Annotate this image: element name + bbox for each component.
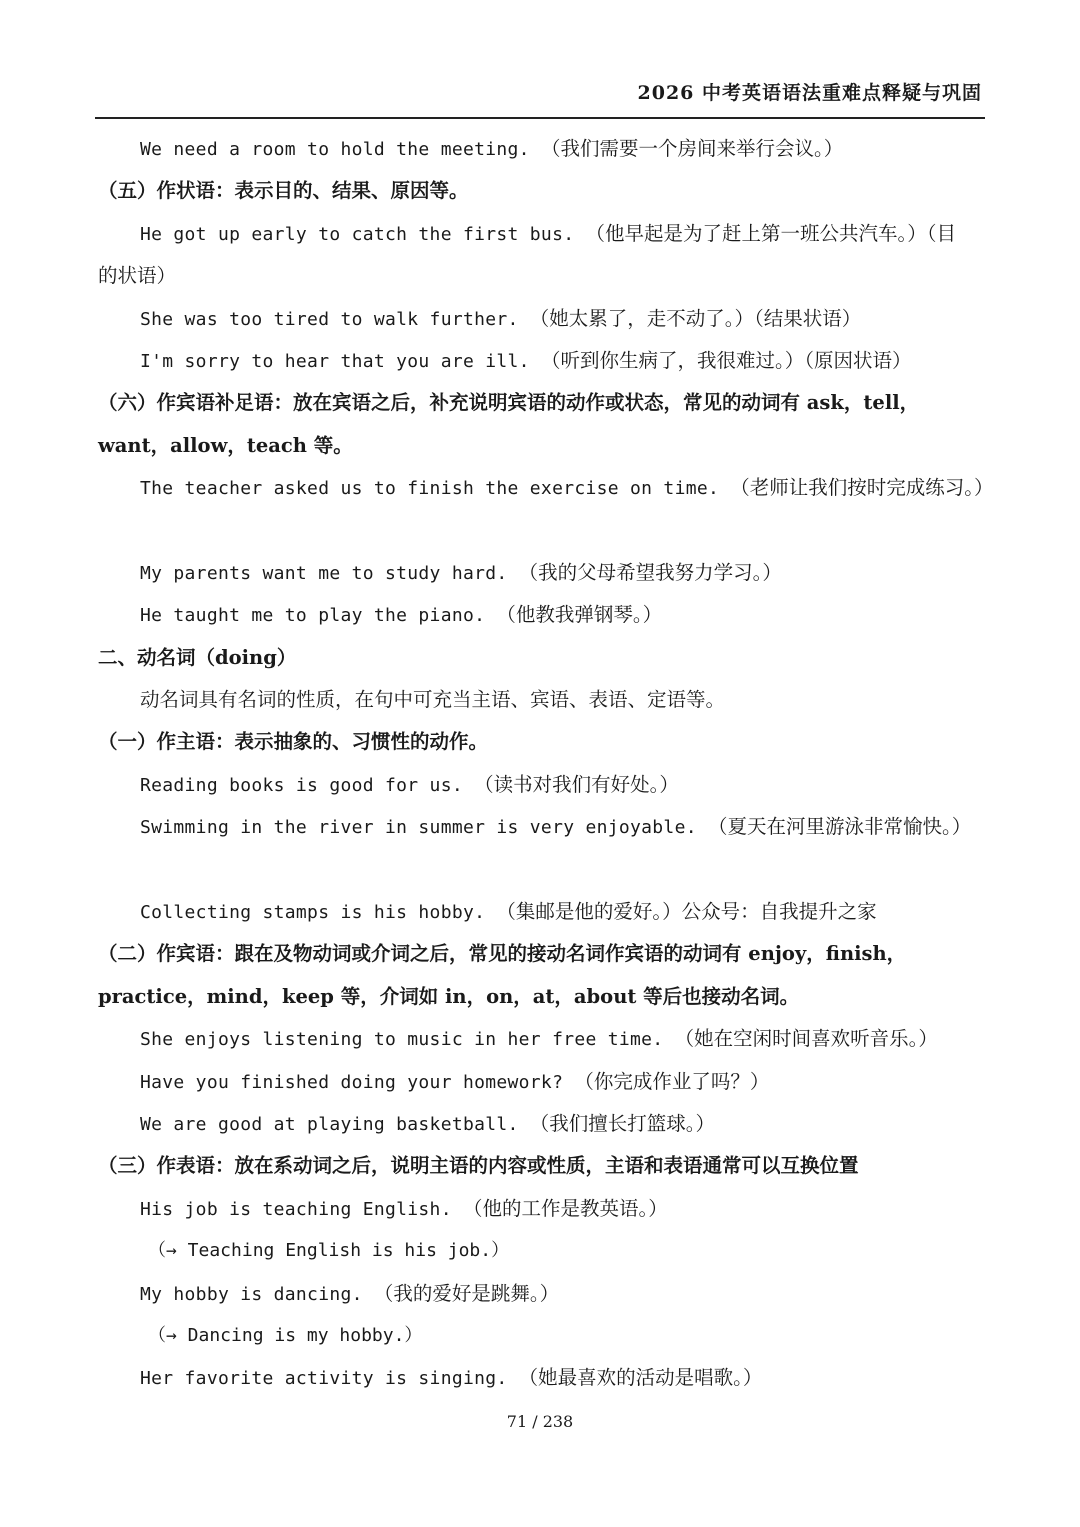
subsection-heading-continuation: want，allow，teach 等。 <box>98 433 353 457</box>
example-english: He got up early to catch the first bus. <box>140 223 575 245</box>
subsection-heading: （二）作宾语：跟在及物动词或介词之后，常见的接动名词作宾语的动词有 enjoy，finish， <box>98 942 907 966</box>
subsection-heading: （六）作宾语补足语：放在宾语之后，补充说明宾语的动作或状态，常见的动词有 ask，tell， <box>98 391 920 415</box>
example-sentence <box>0 806 1080 848</box>
example-sentence <box>0 213 1080 255</box>
example-english: He taught me to play the piano. <box>140 605 486 627</box>
example-english: We need a room to hold the meeting. <box>140 139 530 160</box>
example-sentence <box>0 594 1080 636</box>
example-english: My hobby is dancing. <box>140 1283 363 1305</box>
blank-line <box>0 849 1080 891</box>
example-sentence <box>0 1273 1080 1315</box>
example-translation: （夏天在河里游泳非常愉快。） <box>708 815 972 839</box>
example-sentence <box>0 552 1080 594</box>
example-english: I'm sorry to hear that you are ill. <box>140 350 530 372</box>
example-english: She was too tired to walk further. <box>140 308 519 330</box>
example-translation: （我的父母希望我努力学习。） <box>518 560 782 584</box>
example-english: Her favorite activity is singing. <box>140 1368 508 1390</box>
example-sentence <box>0 467 1080 509</box>
document-body <box>0 128 1080 1400</box>
example-translation: （你完成作业了吗？） <box>574 1069 770 1093</box>
subsection-heading: （三）作表语：放在系动词之后，说明主语的内容或性质，主语和表语通常可以互换位置 <box>98 1154 859 1178</box>
page-number: 71 / 238 <box>506 1412 574 1431</box>
example-english: My parents want me to study hard. <box>140 562 508 584</box>
header-rule <box>95 117 985 119</box>
section-heading: 二、动名词（doing） <box>98 645 297 669</box>
example-translation: （老师让我们按时完成练习。） <box>730 476 994 500</box>
example-translation: （他的工作是教英语。） <box>462 1196 668 1220</box>
example-translation: （读书对我们有好处。） <box>474 772 679 796</box>
example-sentence <box>0 1018 1080 1060</box>
example-english: She enjoys listening to music in her free time. <box>140 1029 664 1051</box>
example-english: The teacher asked us to finish the exercise on time. <box>140 478 720 500</box>
example-translation: （他教我弹钢琴。） <box>496 603 663 627</box>
subsection-heading: （一）作主语：表示抽象的、习惯性的动作。 <box>98 730 489 754</box>
example-sentence <box>0 1188 1080 1230</box>
example-translation: （我们需要一个房间来举行会议。） <box>540 137 844 160</box>
example-english: Collecting stamps is his hobby. <box>140 902 486 924</box>
example-english: His job is teaching English. <box>140 1198 452 1220</box>
example-sentence <box>0 1103 1080 1145</box>
rewrite-note: （→ Dancing is my hobby.） <box>148 1324 423 1346</box>
example-english: We are good at playing basketball. <box>140 1113 519 1135</box>
example-sentence <box>0 128 1080 170</box>
example-translation: （她在空闲时间喜欢听音乐。） <box>674 1027 938 1051</box>
example-translation: （她太累了，走不动了。）（结果状语） <box>529 306 862 330</box>
paragraph: 动名词具有名词的性质，在句中可充当主语、宾语、表语、定语等。 <box>140 688 726 712</box>
example-english: Reading books is good for us. <box>140 774 463 796</box>
example-english: Swimming in the river in summer is very enjoyable. <box>140 817 697 839</box>
text-continuation: 的状语） <box>98 264 177 288</box>
example-translation: （我们擅长打篮球。） <box>529 1111 716 1135</box>
example-sentence <box>0 298 1080 340</box>
subsection-heading-continuation: practice，mind，keep 等，介词如 in，on，at，about 等后也接动名词。 <box>98 984 800 1008</box>
example-sentence <box>0 764 1080 806</box>
subsection-heading: （五）作状语：表示目的、结果、原因等。 <box>98 179 469 203</box>
blank-line <box>0 510 1080 552</box>
rewrite-note: （→ Teaching English is his job.） <box>148 1240 510 1262</box>
example-english: Have you finished doing your homework? <box>140 1071 564 1093</box>
example-sentence <box>0 891 1080 933</box>
example-sentence <box>0 340 1080 382</box>
example-translation: （她最喜欢的活动是唱歌。） <box>518 1366 763 1390</box>
example-sentence <box>0 1357 1080 1399</box>
example-translation: （集邮是他的爱好。）公众号：自我提升之家 <box>496 900 877 924</box>
example-translation: （听到你生病了，我很难过。）（原因状语） <box>540 348 912 372</box>
example-translation: （我的爱好是跳舞。） <box>373 1281 560 1305</box>
example-sentence <box>0 1061 1080 1103</box>
example-translation: （他早起是为了赶上第一班公共汽车。）（目 <box>585 221 956 245</box>
running-header: 2026 中考英语语法重难点释疑与巩固 <box>637 82 982 104</box>
